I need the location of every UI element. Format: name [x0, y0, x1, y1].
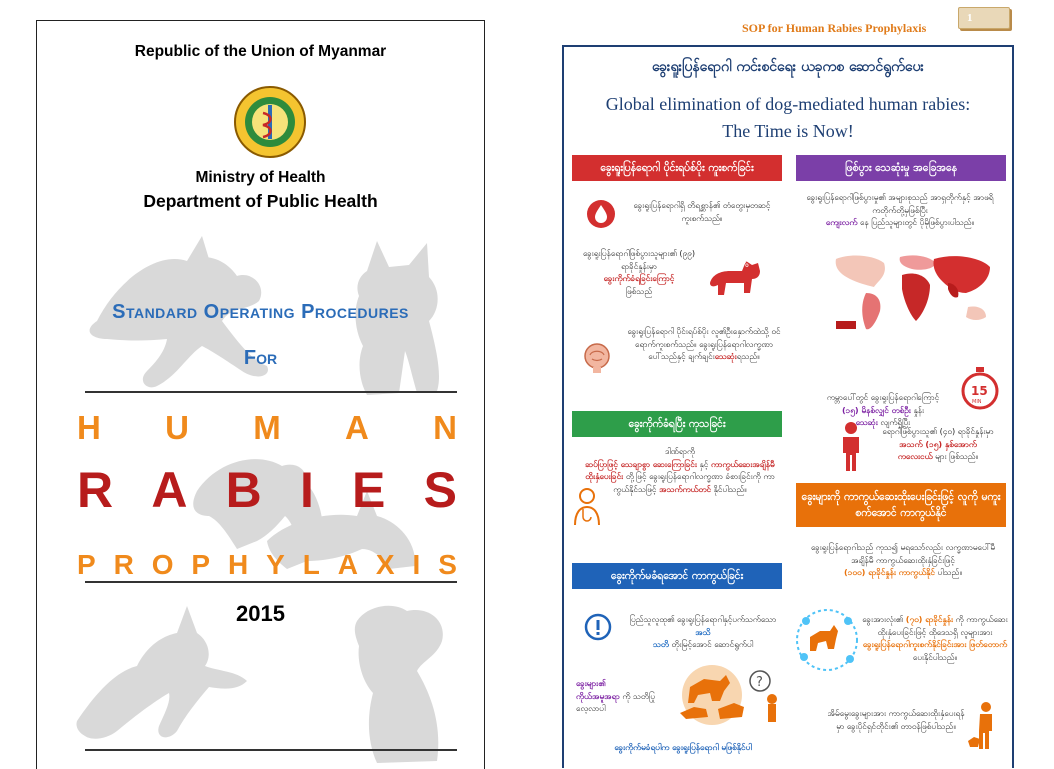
text-highlight: (၁၅) မိနစ်လျှင် တစ်ဦး — [841, 404, 911, 415]
infographic-title-mm: ခွေးရူးပြန်ရောဂါ ကင်းစင်ရေး ယခုကစ ဆောင်ရွက်ပေး — [652, 59, 924, 75]
child-icon — [840, 421, 862, 473]
text-part: ရသည်။ — [736, 351, 760, 361]
timer-value: 15 — [971, 384, 988, 398]
text-highlight: သေဆုံး — [714, 351, 737, 361]
text-highlight: (၁၀၀) ရာခိုင်နှုန်း ကာကွယ်နိုင် — [844, 567, 935, 577]
divider — [85, 749, 457, 751]
brain-icon — [580, 341, 614, 375]
cover-letter: A — [345, 409, 369, 446]
text-highlight: အသက်ကယ်တင် — [659, 483, 711, 494]
text-highlight: ကလေးငယ် — [897, 451, 933, 461]
cover-letter: H — [77, 409, 101, 446]
dog-bite-stat-text — [574, 247, 704, 297]
text-highlight: ခွေးများ၏ — [576, 678, 606, 688]
cover-letter: A — [151, 462, 188, 518]
human-word — [77, 409, 457, 447]
text-part: ခွေးအားလုံး၏ — [862, 614, 904, 624]
running-header: SOP for Human Rabies Prophylaxis — [742, 21, 927, 35]
text-highlight: ကျေးလက် — [825, 217, 858, 227]
ministry-heading: Ministry of Health — [195, 169, 326, 186]
text-part: ကို ကာကွယ်ဆေးထိုးနှံပေးခြင်းဖြင့် ထိုဒေသရှိ လူများအား — [877, 614, 1008, 637]
text-part: နေ ပြည်သူများတွင် ပိုမိုဖြစ်ပွားပါသည်။ — [859, 217, 975, 227]
text-highlight: သတိ — [652, 639, 669, 649]
text-highlight: အသိ — [695, 626, 711, 637]
cover-letter: N — [433, 409, 457, 446]
cover-letter: X — [375, 549, 395, 580]
text-part: ချက်ချင်း — [688, 351, 715, 361]
cover-page — [36, 20, 485, 769]
cover-letter: M — [253, 409, 281, 446]
dog-walk-icon — [966, 701, 998, 751]
cover-letter: E — [352, 462, 386, 518]
cover-letter: Y — [266, 549, 285, 580]
text-part: နိုင်ပါသည်။ — [713, 483, 747, 494]
cover-letter: O — [151, 549, 174, 580]
awareness-text — [624, 613, 782, 651]
divider — [85, 391, 457, 393]
text-part: များ ဖြစ်သည်။ — [935, 451, 979, 461]
text-part: ခွေးရူးပြန်ရောဂါသည် ကုသ၍ မရသော်လည်း လက္ခဏာမပေါ်မီ အချိန်မီ ကာကွယ်ဆေးထိုးနှံခြင်းဖြင့် — [810, 542, 996, 565]
timer-icon — [960, 367, 1000, 411]
text-part: ရောဂါဖြစ်ပွားသူ၏ (၄၀) ရာခိုင်နှုန်းမှာ — [882, 426, 994, 436]
infographic-title-en — [564, 91, 1012, 145]
text-highlight: ခွေးရူးပြန်ရောဂါကူးစက်နိုင်ခြင်းအား ဖြတ်တောက် — [862, 639, 1008, 649]
section-prevention-bar: ခွေးကိုက်မခံရအောင် ကာကွယ်ခြင်း — [572, 563, 782, 589]
section-treatment-bar: ခွေးကိုက်ခံရပြီး ကုသခြင်း — [572, 411, 782, 437]
text-part: လျက်ရှိပြီး — [880, 417, 911, 427]
title-en-line-2: The Time is Now! — [722, 121, 854, 141]
burden-text — [800, 191, 1000, 229]
transmission-text: ခွေးရူးပြန်ရောဂါရှိ တိရစ္ဆာန်၏ တံတွေးမှတဆင့် ကူးစက်သည်။ — [633, 200, 771, 223]
title-en-line-1: Global elimination of dog-mediated human rabies: — [605, 94, 971, 114]
text-part: ပါသည်။ — [937, 567, 962, 577]
for-label: For — [243, 347, 278, 369]
text-highlight: ခွေးကိုက်ခံရခြင်းကြောင့် — [603, 273, 675, 283]
rabies-word — [77, 461, 457, 519]
republic-heading: Republic of the Union of Myanmar — [134, 43, 387, 60]
text-part: ဖြစ်သည် — [625, 285, 653, 296]
cover-letter: U — [165, 409, 189, 446]
cover-letter: P — [77, 549, 96, 580]
section-burden-bar: ဖြစ်ပွား သေဆုံးမှု အခြေအနေ — [796, 155, 1006, 181]
death-rate-text — [808, 391, 958, 429]
text-part: ပြည်သူလူထု၏ ခွေးရူးပြန်ရောဂါနှင့်ပက်သက်သော — [629, 614, 777, 624]
cover-letter: S — [438, 549, 457, 580]
cover-letter: R — [77, 462, 114, 518]
children-stat-text — [870, 425, 1006, 463]
text-part: ကမ္ဘာပေါ်တွင် ခွေးရူးပြန်ရောဂါကြောင့် — [826, 392, 940, 402]
text-part: ခွေးရူးပြန်ရောဂါ ပိုင်းရပ်စ်ပိုး လူ၏ဦးနှောက်ထဲသို့ ဝင်ရောက်ကူးစက်သည်။ ခွေးရူးပြန်ရောဂါလက္ခဏာပေါ်သည်နှင့် — [627, 326, 781, 361]
cover-letter: B — [225, 462, 262, 518]
dog-group-icon — [660, 657, 786, 727]
text-highlight: ဆပ်ပြာဖြင့် သေချာစွာ ဆေးကြောခြင်း — [585, 458, 697, 469]
owner-responsibility-text: အိမ်မွေးခွေးများအား ကာကွယ်ဆေးထိုးနှံပေးရန်မှာ ခွေးပိုင်ရှင်တိုင်း၏ တာဝန်ဖြစ်ပါသည်။ — [827, 708, 965, 731]
dog-icon — [706, 253, 762, 299]
text-highlight: ကာကွယ်ဆေးအချိန်မီ ထိုးနှံပေးခြင်း — [585, 458, 775, 481]
blood-drop-icon — [586, 199, 616, 229]
no-bite-no-rabies-text: ခွေးကိုက်မခံရပါက ခွေးရူးပြန်ရောဂါ မဖြစ်နိုင်ပါ — [614, 742, 752, 752]
cover-letter: S — [423, 462, 457, 518]
text-part: ကို သတိပြု လေ့လာပါ — [576, 690, 655, 713]
dog-vaccination-icon — [794, 607, 860, 673]
cover-letter: I — [299, 462, 314, 518]
sop-title: Standard Operating Procedures — [112, 301, 409, 323]
text-part: တို့ဖြင့် ခွေးရူးပြန်ရောဂါလက္ခဏာ ခံစားခြင်းကို ကာကွယ်နိုင်သဖြင့် — [613, 471, 775, 494]
year: 2015 — [236, 601, 285, 626]
cover-letter: A — [337, 549, 358, 580]
dog-behaviour-text — [576, 677, 656, 715]
section-dog-vaccination-bar: ခွေးများကို ကာကွယ်ဆေးထိုးပေးခြင်းဖြင့် လူကို မကူးစက်အောင် ကာကွယ်နိုင် — [796, 483, 1006, 527]
percent-badge: 99 % — [726, 260, 749, 270]
world-map-icon — [830, 249, 996, 335]
pre-exposure-text — [800, 541, 1006, 579]
section-transmission-bar: ခွေးရူးပြန်ရောဂါ ပိုင်းရပ်စ်ပိုး ကူးစက်ခြင်း — [572, 155, 782, 181]
cover-letter: R — [113, 549, 134, 580]
text-part: ခွေးရူးပြန်ရောဂါဖြစ်ပွားသူများ၏ (၉၉) ရာခိုင်နှုန်းမှာ — [582, 248, 696, 271]
timer-unit: MIN — [972, 399, 982, 405]
cover-letter: P — [191, 549, 211, 580]
text-part: နှင့် — [699, 458, 709, 469]
text-highlight: (၇၀) ရာခိုင်နှုန်း — [905, 614, 954, 624]
page-number: 1 — [958, 7, 1010, 29]
text-highlight: အသက် (၁၅) နှစ်အောက် — [899, 438, 977, 449]
divider — [85, 581, 457, 583]
cover-letter: H — [228, 549, 249, 580]
text-part: ပေးနိုင်ပါသည်။ — [912, 651, 958, 662]
department-heading: Department of Public Health — [143, 191, 378, 211]
question-mark: ? — [756, 675, 763, 690]
cover-letter: L — [302, 549, 320, 580]
cover-letter: I — [412, 549, 421, 580]
brain-infection-text — [624, 325, 784, 363]
text-highlight: ကိုယ်အမူအရာ — [576, 690, 620, 701]
prophylaxis-word — [77, 549, 457, 581]
dog-coverage-text — [862, 613, 1008, 663]
text-part: တိုးမြင့်အောင် ဆောင်ရွက်ပါ — [671, 639, 754, 649]
doctor-icon — [572, 487, 602, 527]
text-highlight: သေဆုံး — [855, 417, 878, 427]
text-part: ခွေးရူးပြန်ရောဂါဖြစ်ပွားမှု၏ အများစုသည် အာရှတိုက်နှင့် အာဖရိကတိုက်တို့မှဖြစ်ပြီး — [806, 192, 994, 215]
alert-icon — [584, 613, 612, 641]
text-part: ဒါဏ်ရာကို — [664, 446, 695, 456]
seal-icon — [233, 85, 307, 159]
wound-treatment-text — [580, 445, 780, 495]
infographic-page — [562, 45, 1014, 768]
text-part: နှုန်း — [913, 404, 925, 415]
